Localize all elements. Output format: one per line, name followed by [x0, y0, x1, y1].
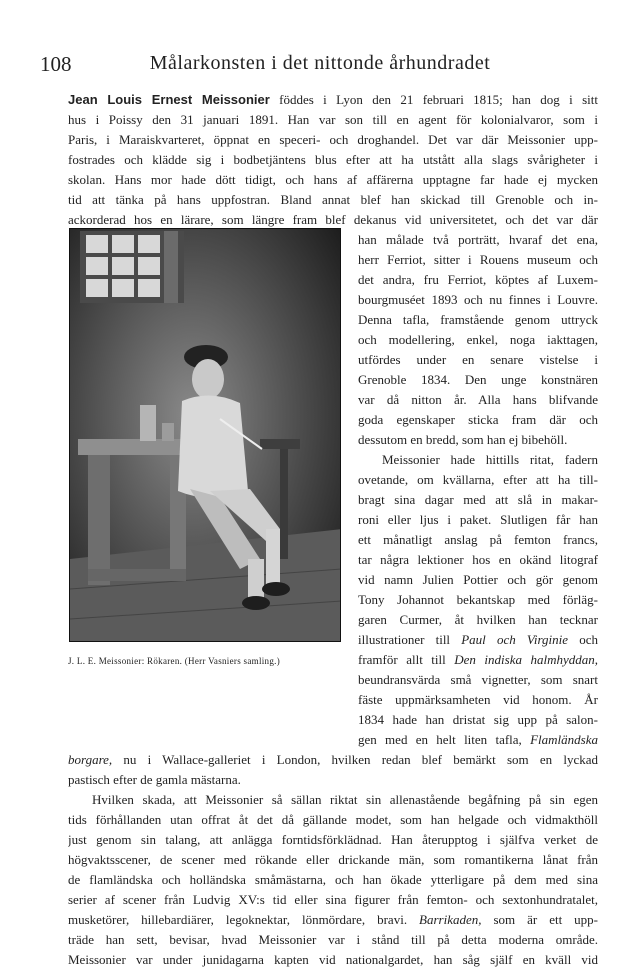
- text-line: dessutom en bredd, som han ej bibehöll.: [358, 432, 568, 447]
- text-line: goda egenskaper sticka fram där och: [358, 412, 598, 427]
- text-line: bragt sina dagar med att slå in makar-: [358, 492, 598, 507]
- text-line: Hvilken skada, att Meissonier så sällan riktat sin allenastående begåfning på sin egen: [92, 792, 598, 807]
- text-line: Meissonier var under junidagarna kapten vid nationalgardet, han såg själf en kväll vid: [68, 952, 598, 967]
- italic-title: Den indiska halmhyddan,: [454, 652, 598, 667]
- text-line: de flamländska och holländska småmästarna, och han ökade ytterligare på dem med sina: [68, 872, 598, 887]
- text-line: bourgmuséet 1893 och nu finnes i Louvre.: [358, 292, 598, 307]
- text-line: gen med en helt liten tafla, Flamländska: [358, 732, 598, 747]
- text-line: tids förhållanden utan offrat åt det då gällande modet, som han helgade och vidmakthöll: [68, 812, 598, 827]
- text-line: och modellering, enkel, noga iakttagen,: [358, 332, 598, 347]
- italic-title: borgare,: [68, 752, 113, 767]
- text-line: beundransvärda små vignetter, som snart: [358, 672, 598, 687]
- text-line: pastisch efter de gamla mästarna.: [68, 772, 241, 787]
- running-title: Målarkonsten i det nittonde århundradet: [149, 52, 491, 74]
- italic-title: Barrikaden,: [419, 912, 482, 927]
- text-line: roni eller ljus i paket. Slutligen får han: [358, 512, 598, 527]
- lead-name: Jean Louis Ernest Meissonier: [68, 92, 270, 107]
- text-line: herr Ferriot, sitter i Rouens museum och: [358, 252, 598, 267]
- text-line: ackorderad hos en lärare, som längre fram blef dekanus vid universitetet, och det var där: [68, 212, 598, 227]
- text-line: tid att tänka på hans uppfostran. Bland annat blef han skickad till Grenoble och in-: [68, 192, 598, 207]
- text-line: Paris, i Maraiskvarteret, öppnat en speceri- och droghandel. Det var där Meissonier upp-: [68, 132, 598, 147]
- text-line: musketörer, hillebardiärer, legoknektar, lönmördare, bravi. Barrikaden, som är ett upp-: [68, 912, 598, 927]
- text-line: fäste uppmärksamheten vid honom. År: [358, 692, 598, 707]
- text-line: garen Curmer, åt hvilken han tecknar: [358, 612, 598, 627]
- page-number: 108: [40, 52, 72, 76]
- text-line: utfördes under en senare vistelse i: [358, 352, 598, 367]
- text-line: var då nitton år. Alla hans blifvande: [358, 392, 598, 407]
- text-line: skolan. Hans mor hade dött tidigt, och hans af affärerna upptagne far hade ej mycken: [68, 172, 598, 187]
- text-line: vid namn Julien Pottier och gör genom: [358, 572, 598, 587]
- text-line: fostrades och klädde sig i bodbetjäntens blus efter att ha utstått alla slags svårigheter i: [68, 152, 598, 167]
- italic-title: Flamländska: [530, 732, 598, 747]
- text-line: borgare, nu i Wallace-galleriet i London, hvilken redan blef bemärkt som en lyckad: [68, 752, 598, 767]
- text-line: hus i Poissy den 31 januari 1891. Han var son till en agent för kolonialvaror, som i: [68, 112, 598, 127]
- text-line: träde han sett, bevisar, hvad Meissonier var i stånd till på detta moderna område.: [68, 932, 598, 947]
- italic-title: Paul och Virginie: [461, 632, 569, 647]
- text-line: tar några lektioner hos en okänd litograf: [358, 552, 598, 567]
- text-line: Jean Louis Ernest Meissonier föddes i Lyon den 21 februari 1815; han dog i sitt: [68, 92, 598, 107]
- text-line: Denna tafla, framstående genom uttryck: [358, 312, 598, 327]
- text-line: Meissonier hade hittills ritat, fadern: [382, 452, 598, 467]
- text-line: framför allt till Den indiska halmhyddan,: [358, 652, 598, 667]
- text-line: högvaktsscener, de scener med rökande eller drickande män, som romantikerna lånat från: [68, 852, 598, 867]
- figure-caption: J. L. E. Meissonier: Rökaren. (Herr Vasniers samling.): [68, 656, 280, 666]
- text-line: Tony Johannot bekantskap med förläg-: [358, 592, 598, 607]
- text-line: ovetande, om kvällarna, efter att ha till-: [358, 472, 598, 487]
- text-line: det andra, fru Ferriot, köptes af Luxem-: [358, 272, 598, 287]
- text-line: han målade två porträtt, hvaraf det ena,: [358, 232, 598, 247]
- text-line: ett månatligt anslag på femton francs,: [358, 532, 598, 547]
- text-line: just genom sin talang, att anlägga forntidsförklädnad. Han återupptog i själfva verket de: [68, 832, 598, 847]
- text-line: Grenoble 1834. Den unge konstnären: [358, 372, 598, 387]
- text-line: serier af scener från Ludvig XV:s tid eller sina figurer från femton- och sextonhundratalet,: [68, 892, 598, 907]
- text-line: illustrationer till Paul och Virginie och: [358, 632, 598, 647]
- text-line: 1834 hade han dristat sig upp på salon-: [358, 712, 598, 727]
- painting-illustration: [69, 228, 341, 642]
- page-header: [36, 52, 604, 82]
